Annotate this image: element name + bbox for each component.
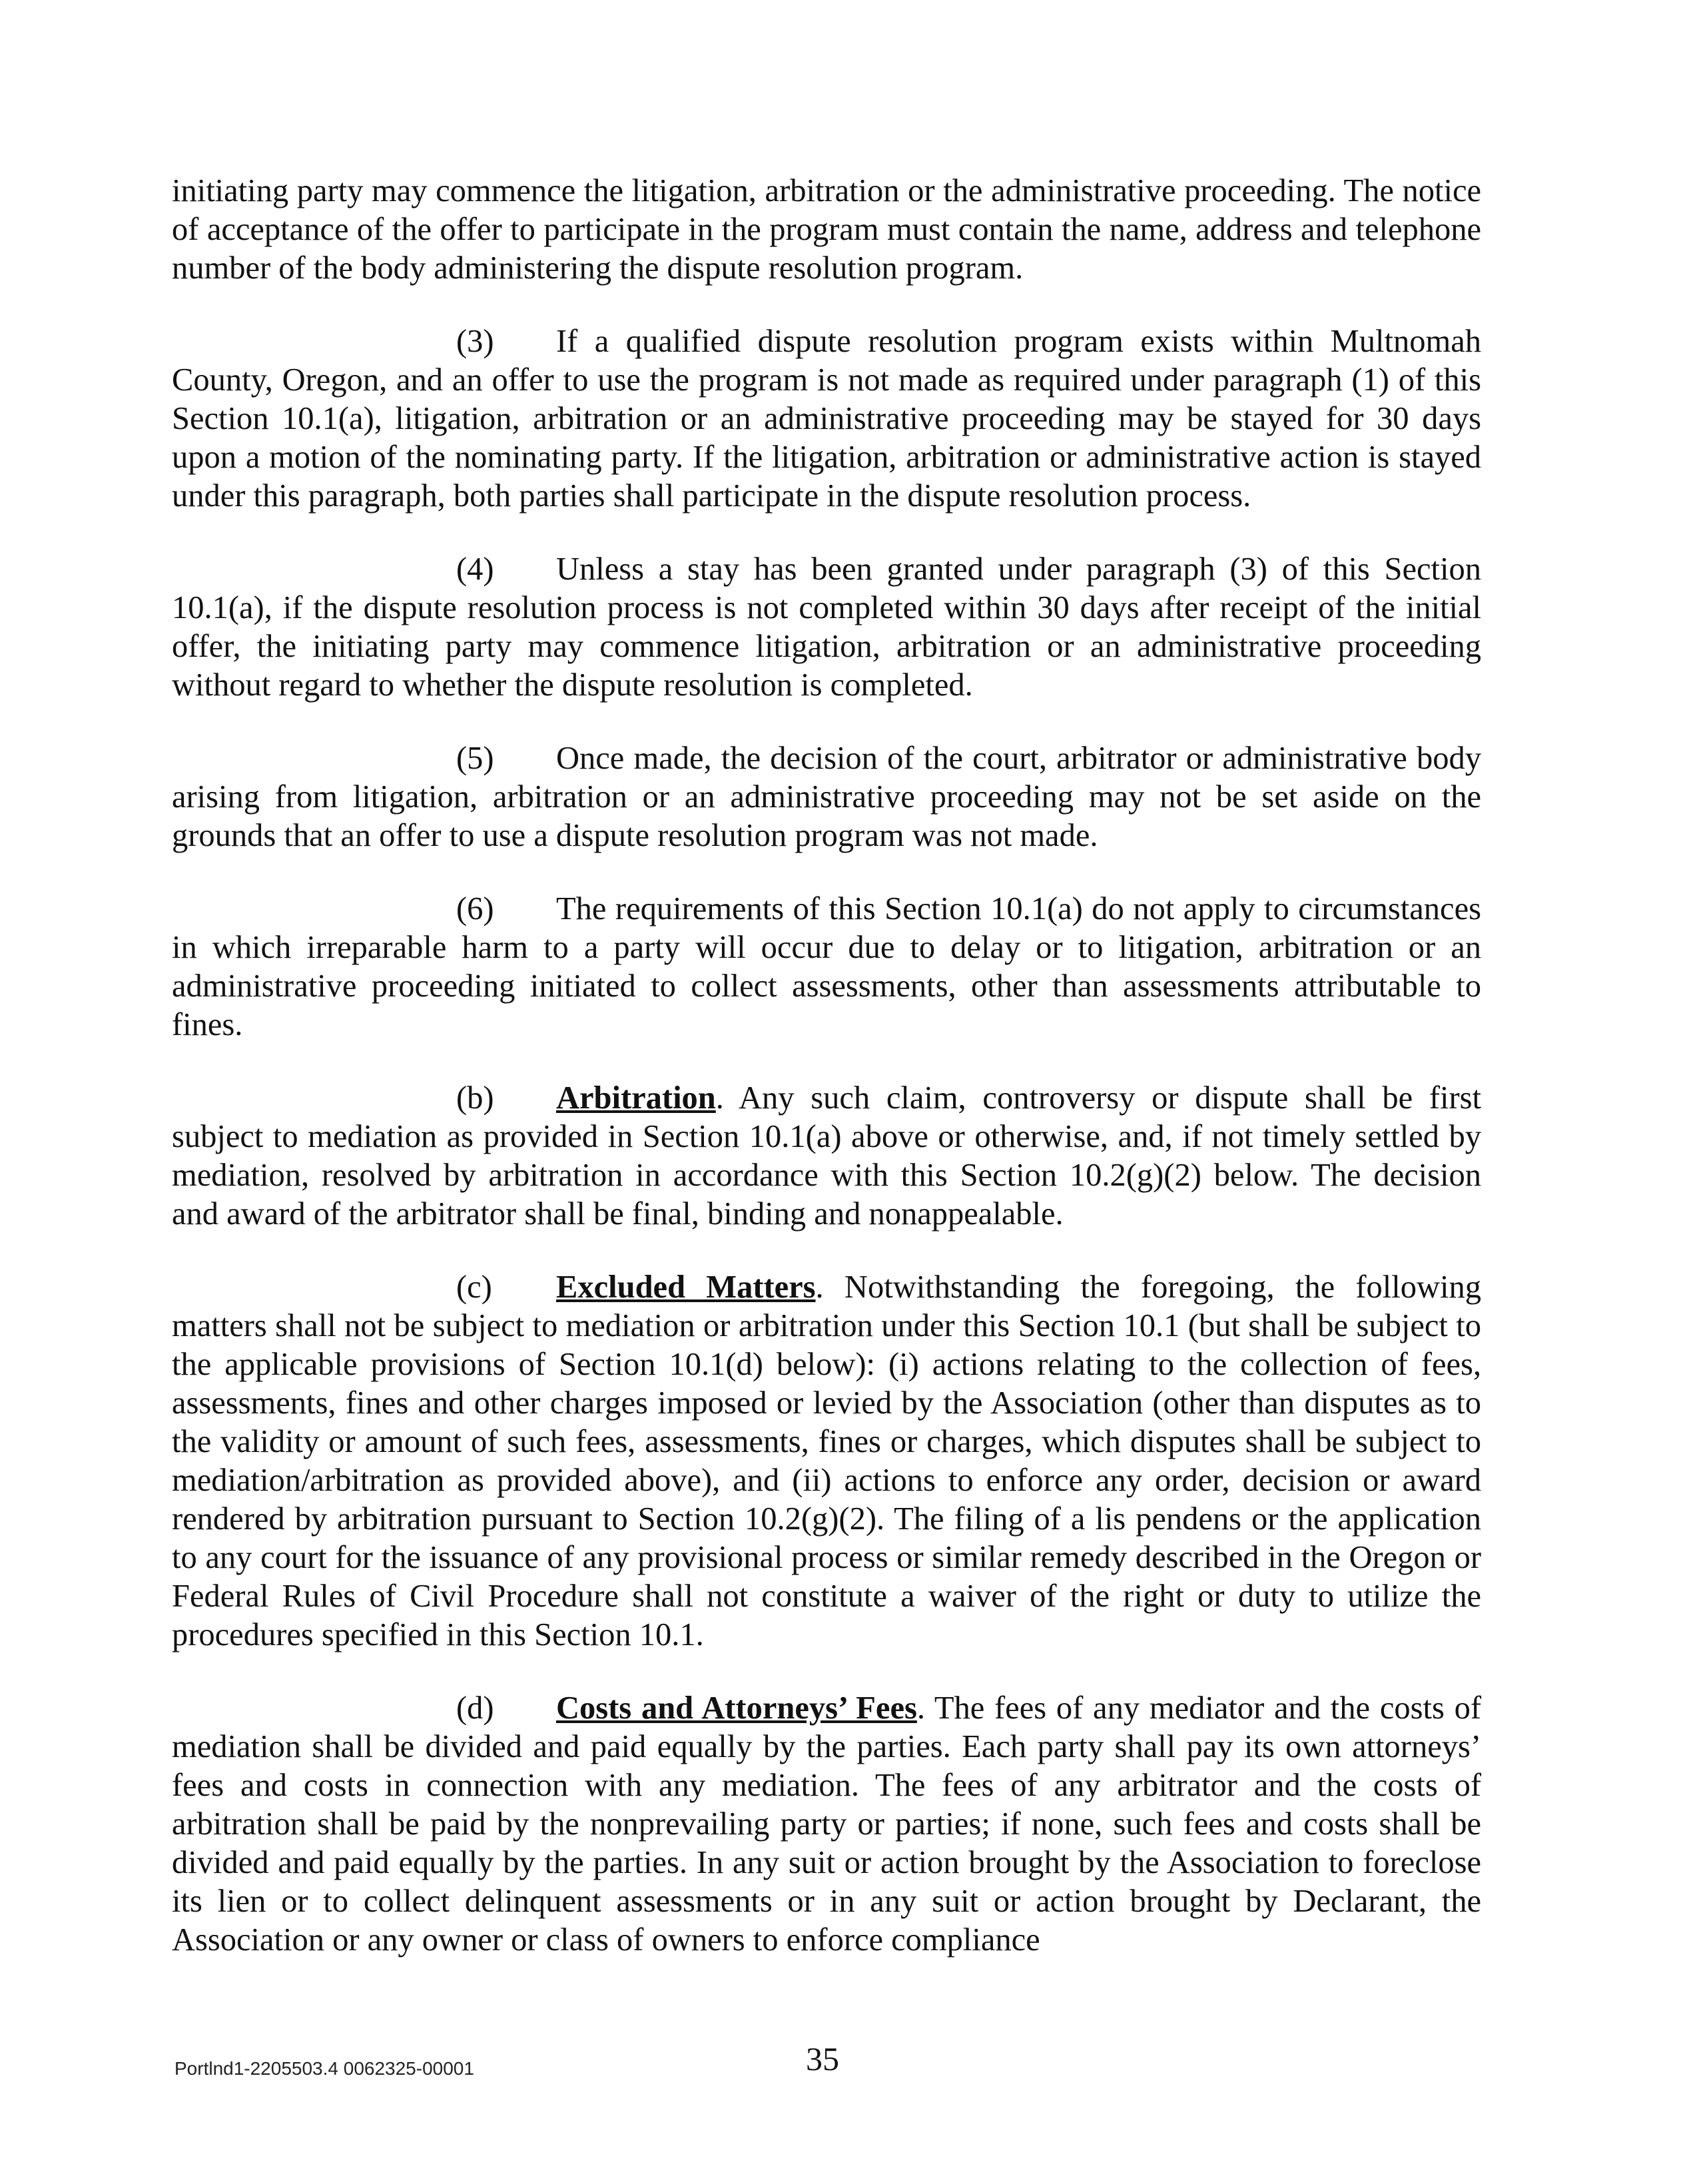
paragraph-text: initiating party may commence the litigation, arbitration or the administrative proceeding. The notice of acceptance of the offer to participate in the program must contain the name, address and telephone number of the body administering the dispute resolution program.	[172, 173, 1481, 286]
paragraph-text: . The fees of any mediator and the costs of mediation shall be divided and paid equally by the parties. Each party shall pay its own attorneys’ fees and costs in connection with any mediation. The fees of any arbitrator and the costs of arbitration shall be paid by the nonprevailing party or parties; if none, such fees and costs shall be divided and paid equally by the parties. In any suit or action brought by the Association to foreclose its lien or to collect delinquent assessments or in any suit or action brought by Declarant, the Association or any owner or class of owners to enforce compliance	[172, 1690, 1481, 1958]
paragraph-continuation	[172, 172, 1481, 288]
paragraph-text: If a qualified dispute resolution program exists within Multnomah County, Oregon, and an offer to use the program is not made as required under paragraph (1) of this Section 10.1(a), litigation, arbitration or an administrative proceeding may be stayed for 30 days upon a motion of the nominating party. If the litigation, arbitration or administrative action is stayed under this paragraph, both parties shall participate in the dispute resolution process.	[172, 324, 1481, 514]
paragraph-number: (3)	[456, 324, 494, 359]
document-page	[172, 172, 1481, 1994]
paragraph-number: (4)	[456, 551, 494, 587]
paragraph-text: . Any such claim, controversy or dispute shall be first subject to mediation as provided in Section 10.1(a) above or otherwise, and, if not timely settled by mediation, resolved by arbitration in accordance with this Section 10.2(g)(2) below. The decision and award of the arbitrator shall be final, binding and nonappealable.	[172, 1080, 1481, 1232]
paragraph-6	[172, 890, 1481, 1044]
section-heading: Excluded Matters	[556, 1270, 816, 1305]
section-heading: Costs and Attorneys’ Fees	[556, 1690, 917, 1726]
paragraph-text: . Notwithstanding the foregoing, the following matters shall not be subject to mediation or arbitration under this Section 10.1 (but shall be subject to the applicable provisions of Section 10.1(d) below): (i) actions relating to the collection of fees, assessments, fines and other charges imposed or levied by the Association (other than disputes as to the validity or amount of such fees, assessments, fines or charges, which disputes shall be subject to mediation/arbitration as provided above), and (ii) actions to enforce any order, decision or award rendered by arbitration pursuant to Section 10.2(g)(2). The filing of a lis pendens or the application to any court for the issuance of any provisional process or similar remedy described in the Oregon or Federal Rules of Civil Procedure shall not constitute a waiver of the right or duty to utilize the procedures specified in this Section 10.1.	[172, 1270, 1481, 1652]
section-letter: (c)	[456, 1270, 492, 1305]
paragraph-3	[172, 322, 1481, 516]
section-letter: (b)	[456, 1080, 494, 1116]
section-letter: (d)	[456, 1690, 494, 1726]
paragraph-4	[172, 550, 1481, 705]
section-d-costs-and-fees	[172, 1689, 1481, 1960]
paragraph-text: Once made, the decision of the court, arbitrator or administrative body arising from litigation, arbitration or an administrative proceeding may not be set aside on the grounds that an offer to use a dispute resolution program was not made.	[172, 741, 1481, 853]
section-c-excluded-matters	[172, 1268, 1481, 1654]
paragraph-5	[172, 739, 1481, 855]
paragraph-text: Unless a stay has been granted under paragraph (3) of this Section 10.1(a), if the dispute resolution process is not completed within 30 days after receipt of the initial offer, the initiating party may commence litigation, arbitration or an administrative proceeding without regard to whether the dispute resolution is completed.	[172, 551, 1481, 703]
paragraph-text: The requirements of this Section 10.1(a) do not apply to circumstances in which irreparable harm to a party will occur due to delay or to litigation, arbitration or an administrative proceeding initiated to collect assessments, other than assessments attributable to fines.	[172, 891, 1481, 1042]
paragraph-number: (5)	[456, 741, 494, 776]
section-b-arbitration	[172, 1079, 1481, 1234]
footer-document-id: Portlnd1-2205503.4 0062325-00001	[174, 2058, 474, 2079]
page-number: 35	[806, 2040, 839, 2077]
section-heading: Arbitration	[556, 1080, 716, 1116]
paragraph-number: (6)	[456, 891, 494, 926]
